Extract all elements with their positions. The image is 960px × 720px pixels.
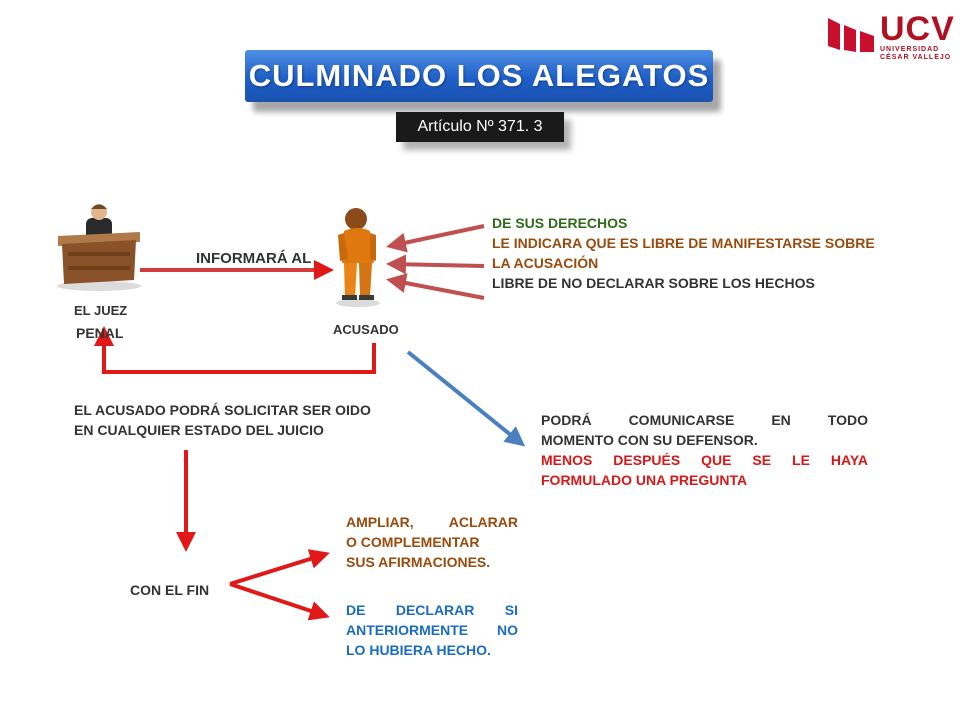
arrow-right-2 bbox=[390, 264, 484, 266]
rights-item-2: LE INDICARA QUE ES LIBRE DE MANIFESTARSE SOBRE bbox=[492, 235, 875, 251]
communicate-line1: PODRÁ COMUNICARSE EN TODO bbox=[541, 412, 868, 428]
page-title: CULMINADO LOS ALEGATOS bbox=[248, 58, 710, 93]
judge-figure-icon bbox=[54, 200, 144, 292]
communicate-line4: FORMULADO UNA PREGUNTA bbox=[541, 472, 748, 488]
ucv-logo-icon bbox=[826, 14, 878, 54]
judge-label-line1: EL JUEZ bbox=[74, 303, 128, 318]
judge-label bbox=[64, 300, 130, 344]
purpose-b-text bbox=[346, 600, 518, 660]
arrow-purpose-a bbox=[230, 554, 326, 584]
arrow-right-3 bbox=[390, 280, 484, 298]
title-banner bbox=[245, 50, 713, 102]
logo-ucv-text: UCV bbox=[880, 10, 955, 48]
informs-label: INFORMARÁ AL bbox=[196, 250, 312, 267]
logo-subtitle-2: CÉSAR VALLEJO bbox=[880, 54, 952, 61]
rights-item-1: DE SUS DERECHOS bbox=[492, 215, 628, 231]
prisoner-figure-icon bbox=[330, 205, 386, 307]
request-line2: EN CUALQUIER ESTADO DEL JUICIO bbox=[74, 422, 324, 438]
communicate-line3: MENOS DESPUÉS QUE SE LE HAYA bbox=[541, 452, 868, 468]
purpose-b-line3: LO HUBIERA HECHO. bbox=[346, 642, 491, 658]
communicate-text bbox=[541, 410, 868, 490]
arrow-accused-to-defender bbox=[408, 352, 522, 444]
logo-subtitle-1: UNIVERSIDAD bbox=[880, 46, 940, 53]
arrow-purpose-b bbox=[230, 584, 326, 616]
purpose-a-line2: O COMPLEMENTAR bbox=[346, 534, 480, 550]
purpose-a-line1: AMPLIAR, ACLARAR bbox=[346, 514, 518, 530]
purpose-a-line3: SUS AFIRMACIONES. bbox=[346, 554, 491, 570]
rights-item-4: LIBRE DE NO DECLARAR SOBRE LOS HECHOS bbox=[492, 275, 815, 291]
request-line1: EL ACUSADO PODRÁ SOLICITAR SER OIDO bbox=[74, 402, 371, 418]
purpose-b-line2: ANTERIORMENTE NO bbox=[346, 622, 518, 638]
arrow-right-1 bbox=[390, 226, 484, 246]
article-badge: Artículo Nº 371. 3 bbox=[396, 112, 564, 142]
rights-list bbox=[492, 213, 875, 293]
rights-item-3: LA ACUSACIÓN bbox=[492, 255, 599, 271]
accused-label: ACUSADO bbox=[333, 322, 399, 337]
communicate-line2: MOMENTO CON SU DEFENSOR. bbox=[541, 432, 758, 448]
purpose-b-line1: DE DECLARAR SI bbox=[346, 602, 518, 618]
ucv-logo bbox=[880, 12, 955, 62]
purpose-a-text bbox=[346, 512, 518, 572]
request-text bbox=[74, 400, 371, 440]
judge-label-line2: PENAL bbox=[76, 325, 124, 341]
purpose-label: CON EL FIN bbox=[130, 582, 210, 598]
